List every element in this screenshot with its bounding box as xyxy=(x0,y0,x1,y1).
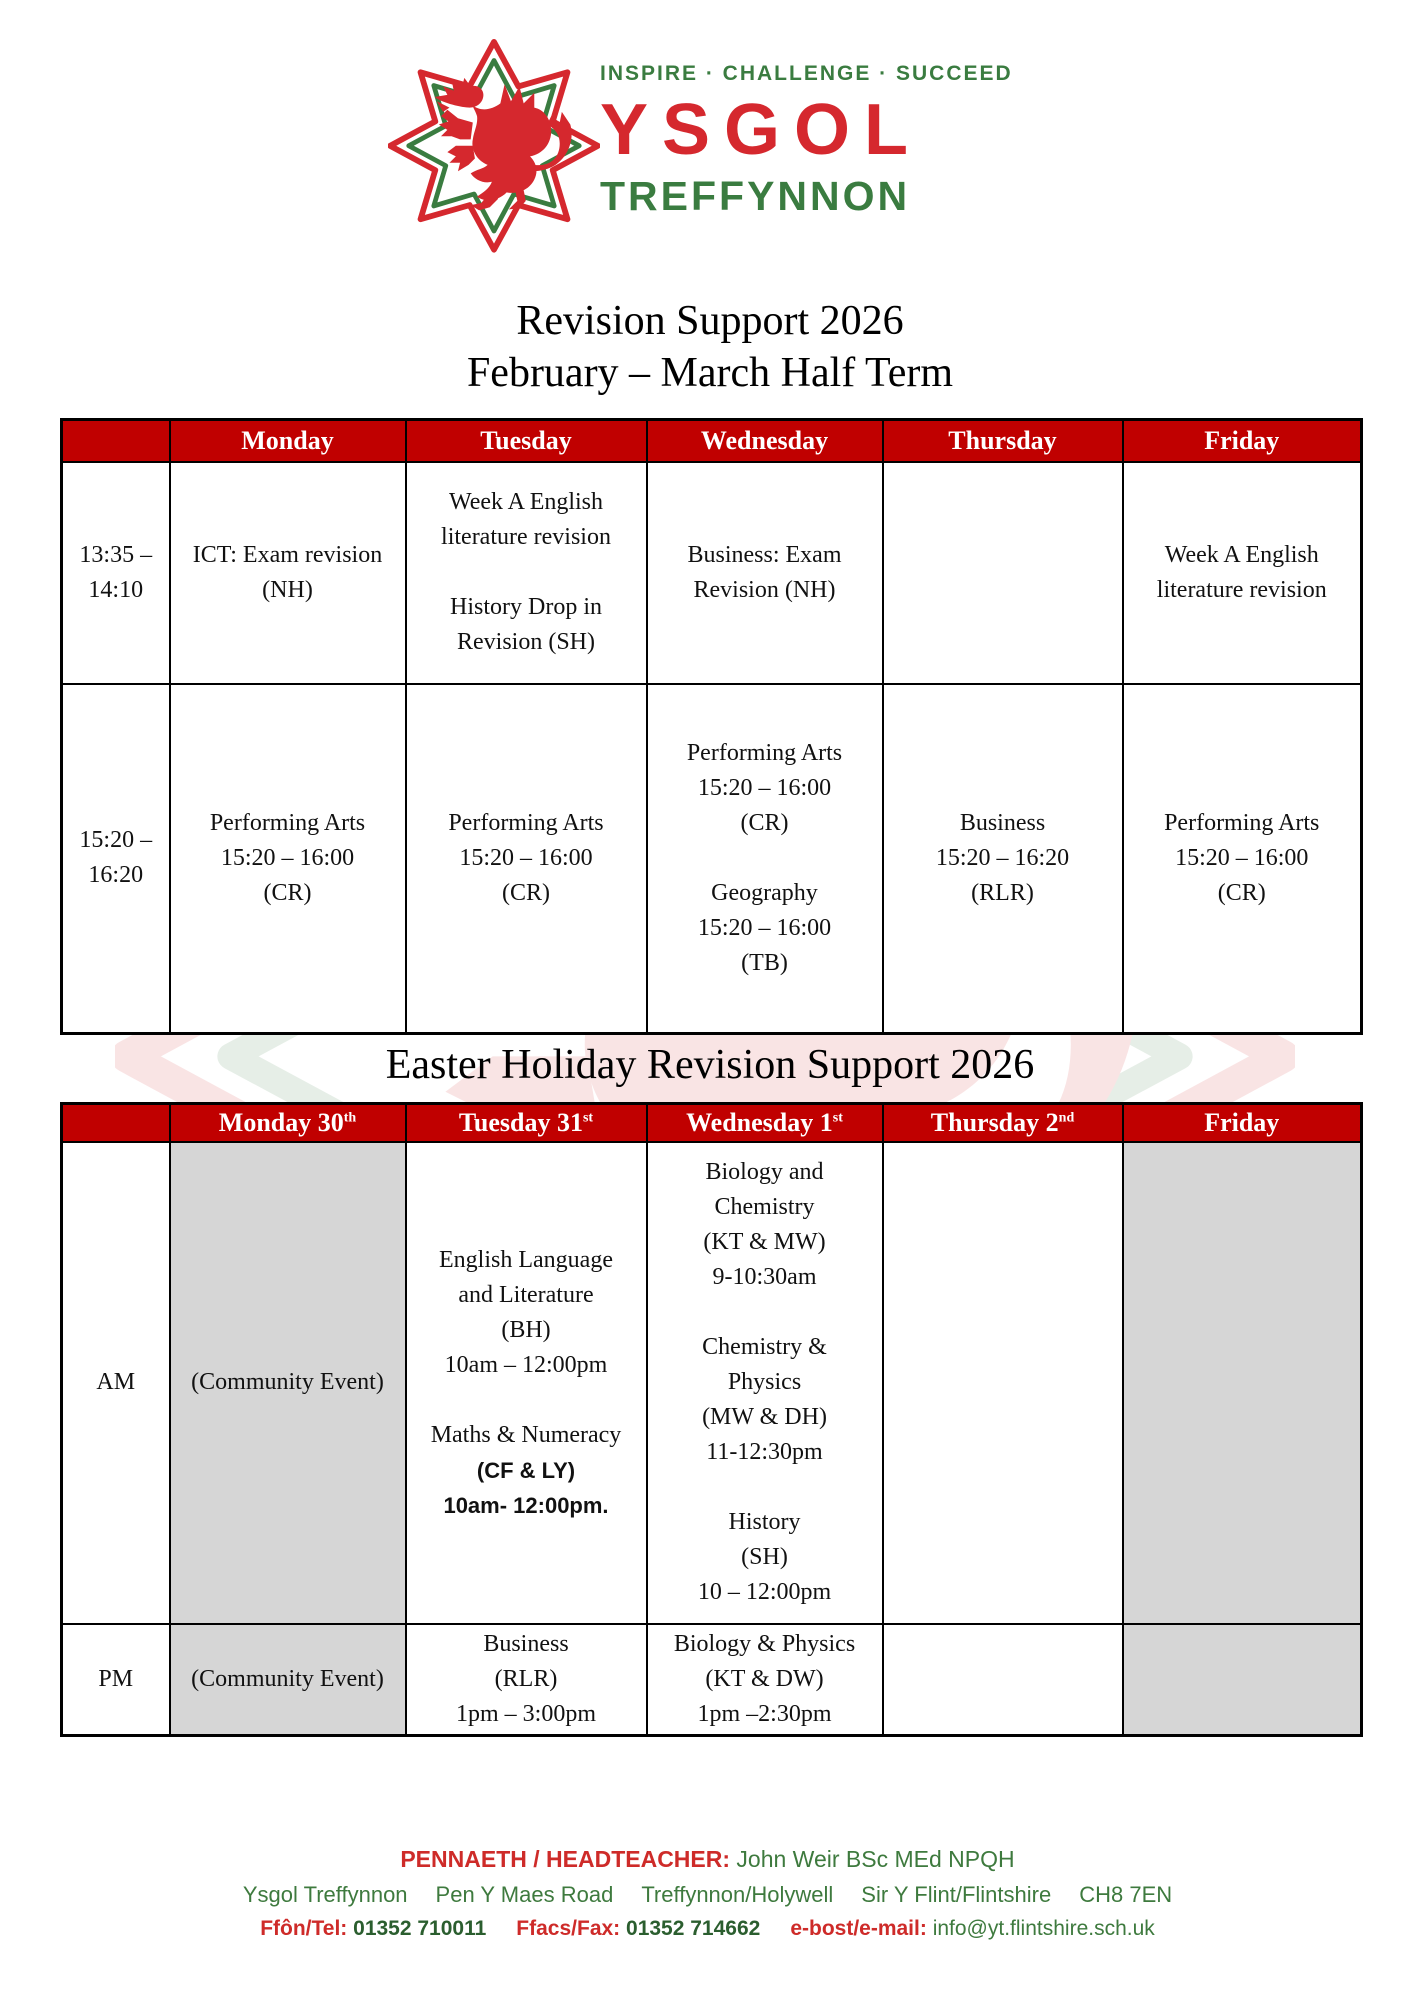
address-county: Sir Y Flint/Flintshire xyxy=(861,1882,1052,1907)
school-name-line2: TREFFYNNON xyxy=(600,173,911,219)
schedule-cell: (Community Event) xyxy=(170,1624,406,1736)
corner-header xyxy=(62,1104,170,1142)
half-term-table xyxy=(60,418,1363,1035)
day-header: Wednesday xyxy=(647,420,883,462)
schedule-cell: Business: Exam Revision (NH) xyxy=(647,462,883,684)
easter-table-body xyxy=(62,1142,1362,1736)
day-header: Thursday xyxy=(883,420,1123,462)
address-line xyxy=(0,1882,1415,1908)
schedule-cell xyxy=(1123,1624,1362,1736)
schedule-cell: Performing Arts 15:20 – 16:00 (CR) Geography 15:20 – 16:00 (TB) xyxy=(647,684,883,1034)
phone-group xyxy=(260,1917,486,1941)
school-name-line1: YSGOL xyxy=(600,90,923,170)
half-term-title: Revision Support 2026 xyxy=(516,298,904,344)
fax-number: 01352 714662 xyxy=(626,1917,761,1940)
schedule-cell: English Language and Literature (BH) 10am – 12:00pm Maths & Numeracy (CF & LY) 10am- 12:00pm. xyxy=(406,1142,647,1624)
phone-label: Ffôn/Tel: xyxy=(260,1917,348,1940)
schedule-cell: Business (RLR) 1pm – 3:00pm xyxy=(406,1624,647,1736)
easter-table-header xyxy=(62,1104,1362,1142)
schedule-cell: Biology and Chemistry (KT & MW) 9-10:30am Chemistry & Physics (MW & DH) 11-12:30pm History (SH) 10 – 12:00pm xyxy=(647,1142,883,1624)
school-motto: INSPIRE · CHALLENGE · SUCCEED xyxy=(600,62,1013,85)
time-label: PM xyxy=(62,1624,170,1736)
schedule-cell: ICT: Exam revision (NH) xyxy=(170,462,406,684)
email-address: info@yt.flintshire.sch.uk xyxy=(932,1917,1155,1940)
headteacher-line xyxy=(0,1846,1415,1873)
easter-table xyxy=(60,1102,1363,1737)
half-term-subtitle: February – March Half Term xyxy=(466,350,954,396)
time-label: AM xyxy=(62,1142,170,1624)
corner-header xyxy=(62,420,170,462)
day-header: Monday 30th xyxy=(170,1104,406,1142)
day-header: Tuesday xyxy=(406,420,647,462)
day-header: Thursday 2nd xyxy=(883,1104,1123,1142)
day-header: Wednesday 1st xyxy=(647,1104,883,1142)
schedule-cell: (Community Event) xyxy=(170,1142,406,1624)
schedule-cell: Biology & Physics (KT & DW) 1pm –2:30pm xyxy=(647,1624,883,1736)
schedule-cell: Performing Arts 15:20 – 16:00 (CR) xyxy=(406,684,647,1034)
half-term-table-header xyxy=(62,420,1362,462)
schedule-cell xyxy=(1123,1142,1362,1624)
email-label: e-bost/e-mail: xyxy=(790,1917,927,1940)
address-road: Pen Y Maes Road xyxy=(435,1882,614,1907)
schedule-cell: Week A English literature revision xyxy=(1123,462,1362,684)
day-header: Tuesday 31st xyxy=(406,1104,647,1142)
day-header: Friday xyxy=(1123,420,1362,462)
time-label: 13:35 – 14:10 xyxy=(62,462,170,684)
day-header: Monday xyxy=(170,420,406,462)
footer xyxy=(0,1846,1415,1941)
headteacher-name: John Weir BSc MEd NPQH xyxy=(736,1846,1015,1872)
school-crest-logo xyxy=(388,36,600,264)
schedule-cell xyxy=(883,1142,1123,1624)
day-header: Friday xyxy=(1123,1104,1362,1142)
schedule-cell: Performing Arts 15:20 – 16:00 (CR) xyxy=(1123,684,1362,1034)
easter-title: Easter Holiday Revision Support 2026 xyxy=(385,1042,1035,1088)
fax-label: Ffacs/Fax: xyxy=(516,1917,621,1940)
schedule-cell: Business 15:20 – 16:20 (RLR) xyxy=(883,684,1123,1034)
contact-line xyxy=(0,1917,1415,1941)
address-school: Ysgol Treffynnon xyxy=(242,1882,408,1907)
schedule-cell: Performing Arts 15:20 – 16:00 (CR) xyxy=(170,684,406,1034)
schedule-cell xyxy=(883,1624,1123,1736)
fax-group xyxy=(516,1917,760,1941)
logo-text-block xyxy=(600,62,1013,219)
phone-number: 01352 710011 xyxy=(353,1917,487,1940)
headteacher-label: PENNAETH / HEADTEACHER: xyxy=(400,1846,731,1872)
schedule-cell: Week A English literature revision History Drop in Revision (SH) xyxy=(406,462,647,684)
time-label: 15:20 – 16:20 xyxy=(62,684,170,1034)
address-postcode: CH8 7EN xyxy=(1079,1882,1173,1907)
email-group xyxy=(790,1917,1154,1941)
half-term-table-body xyxy=(62,462,1362,1034)
schedule-cell xyxy=(883,462,1123,684)
address-town: Treffynnon/Holywell xyxy=(641,1882,834,1907)
